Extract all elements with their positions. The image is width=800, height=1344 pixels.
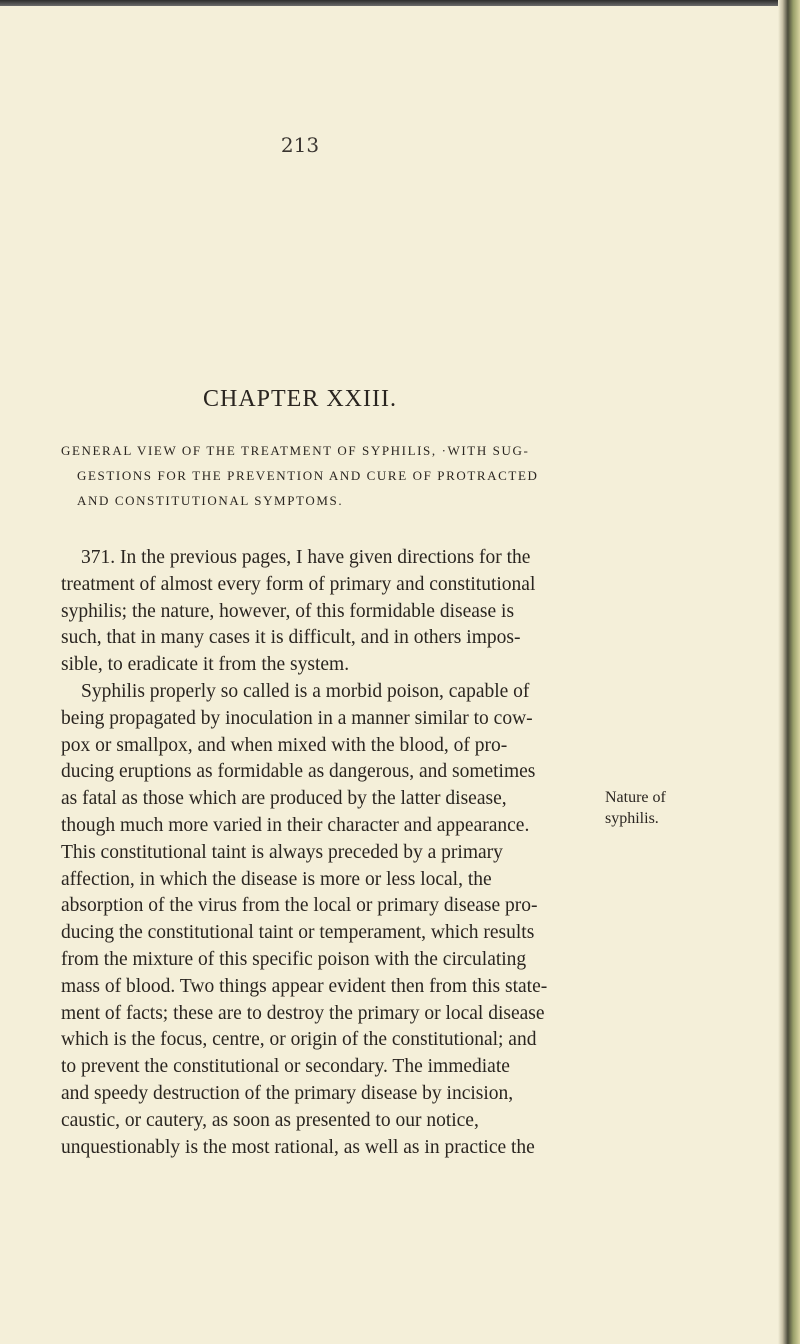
page-binding-edge (778, 0, 800, 1344)
paragraph-line: absorption of the virus from the local or primary disease pro- (61, 895, 538, 917)
paragraph-line: from the mixture of this specific poison with the circulating (61, 948, 527, 970)
margin-note-line: syphilis. (605, 810, 659, 827)
paragraph-line: caustic, or cautery, as soon as presented to our notice, (61, 1109, 479, 1131)
paragraph-line: to prevent the constitutional or secondary. The immediate (61, 1056, 510, 1078)
paragraph-line: mass of blood. Two things appear evident then from this state- (61, 975, 548, 997)
subtitle-line: GESTIONS FOR THE PREVENTION AND CURE OF PROTRACTED (77, 468, 539, 483)
paragraph-line: which is the focus, centre, or origin of the constitutional; and (61, 1029, 537, 1051)
paragraph-line: This constitutional taint is always preceded by a primary (61, 841, 503, 863)
subtitle-line: GENERAL VIEW OF THE TREATMENT OF SYPHILIS, ·WITH SUG- (61, 443, 530, 458)
chapter-subtitle (61, 438, 606, 513)
paragraph-line: affection, in which the disease is more or less local, the (61, 868, 492, 890)
subtitle-line: AND CONSTITUTIONAL SYMPTOMS. (77, 493, 344, 508)
paragraph-line: ducing the constitutional taint or temperament, which results (61, 922, 535, 944)
page-top-edge (0, 0, 800, 6)
paragraph-line: sible, to eradicate it from the system. (61, 654, 350, 676)
paragraph-line: and speedy destruction of the primary disease by incision, (61, 1082, 514, 1104)
chapter-title: CHAPTER XXIII. (203, 386, 397, 412)
paragraph-line: as fatal as those which are produced by the latter disease, (61, 788, 507, 810)
paragraph-line: syphilis; the nature, however, of this formidable disease is (61, 600, 515, 622)
paragraph-line: though much more varied in their character and appearance. (61, 814, 530, 836)
paragraph-line: treatment of almost every form of primary and constitutional (61, 573, 536, 595)
paragraph-line: 371. In the previous pages, I have given directions for the (81, 547, 531, 568)
paragraph-line: such, that in many cases it is difficult, and in others impos- (61, 627, 521, 649)
margin-note (605, 787, 666, 829)
body-text (61, 545, 676, 1161)
paragraph-line: pox or smallpox, and when mixed with the blood, of pro- (61, 734, 508, 756)
paragraph-line: ment of facts; these are to destroy the primary or local disease (61, 1002, 545, 1024)
paragraph-line: being propagated by inoculation in a manner similar to cow- (61, 707, 533, 729)
paragraph-line: Syphilis properly so called is a morbid poison, capable of (81, 680, 530, 702)
paragraph-line: unquestionably is the most rational, as well as in practice the (61, 1136, 535, 1158)
margin-note-line: Nature of (605, 789, 666, 806)
page-number: 213 (280, 133, 320, 157)
paragraph-line: ducing eruptions as formidable as dangerous, and sometimes (61, 761, 536, 783)
